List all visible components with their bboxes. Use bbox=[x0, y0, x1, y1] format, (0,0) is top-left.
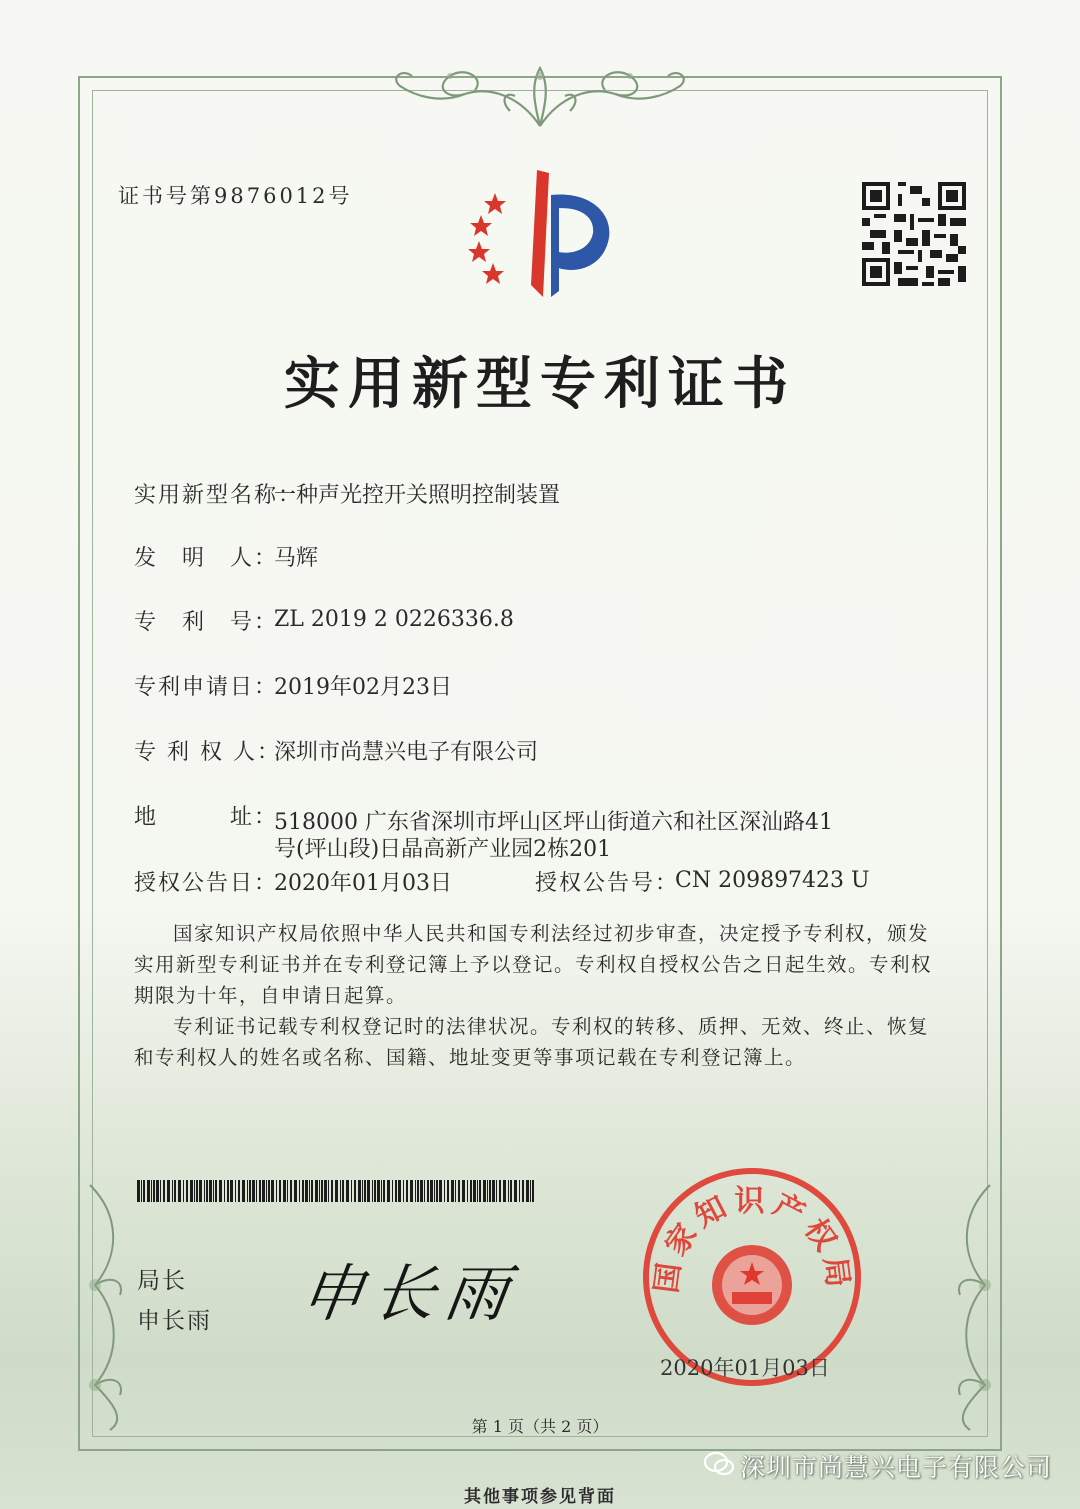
patentee-value: 深圳市尚慧兴电子有限公司 bbox=[274, 740, 539, 765]
patent-number-label: 专 利 号： bbox=[134, 610, 279, 635]
certificate-title: 实用新型专利证书 bbox=[284, 351, 796, 417]
patent-number-value: ZL 2019 2 0226336.8 bbox=[274, 607, 514, 632]
seal-text: 国家知识产权局 bbox=[649, 1183, 856, 1296]
name-label: 实用新型名称： bbox=[134, 483, 303, 508]
barcode bbox=[137, 1180, 535, 1202]
inventor-label: 发 明 人： bbox=[134, 546, 279, 571]
grant-number-label: 授权公告号： bbox=[535, 871, 680, 896]
filing-date-value: 2019年02月23日 bbox=[274, 675, 452, 700]
handwritten-signature: 申长雨 bbox=[296, 1257, 523, 1330]
grant-date-label: 授权公告日： bbox=[134, 871, 279, 896]
seal-date: 2020年01月03日 bbox=[660, 1356, 830, 1380]
cnipa-logo bbox=[455, 165, 630, 300]
certificate-number: 证书号第9876012号 bbox=[118, 184, 353, 208]
page-number: 第 1 页（共 2 页） bbox=[471, 1417, 609, 1436]
top-ornament bbox=[380, 56, 700, 131]
inventor-value: 马辉 bbox=[274, 546, 319, 571]
director-title: 局长 bbox=[137, 1268, 187, 1294]
bottom-right-ornament bbox=[940, 1175, 1000, 1435]
grant-date-value: 2020年01月03日 bbox=[274, 871, 452, 896]
watermark-text: 深圳市尚慧兴电子有限公司 bbox=[740, 1453, 1053, 1482]
body-paragraph-2: 专利证书记载专利权登记时的法律状况。专利权的转移、质押、无效、终止、恢复和专利权人的姓名或名称、国籍、地址变更等事项记载在专利登记簿上。 bbox=[134, 1015, 930, 1069]
patentee-label: 专 利 权 人： bbox=[134, 740, 281, 765]
back-note: 其他事项参见背面 bbox=[464, 1487, 616, 1507]
bottom-left-ornament bbox=[80, 1175, 140, 1435]
grant-number-value: CN 209897423 U bbox=[675, 868, 870, 893]
body-paragraph-1: 国家知识产权局依照中华人民共和国专利法经过初步审查，决定授予专利权，颁发实用新型专利证书并在专利登记簿上予以登记。专利权自授权公告之日起生效。专利权期限为十年，自申请日起算。 bbox=[134, 922, 933, 1007]
director-name: 申长雨 bbox=[137, 1308, 212, 1334]
address-line-1: 518000 广东省深圳市坪山区坪山街道六和社区深汕路41 bbox=[274, 810, 833, 835]
filing-date-label: 专利申请日： bbox=[134, 675, 279, 700]
name-value: 一种声光控开关照明控制装置 bbox=[274, 483, 561, 508]
qr-code bbox=[862, 182, 966, 286]
address-label: 地 址： bbox=[134, 805, 279, 830]
address-line-2: 号(坪山段)日晶高新产业园2栋201 bbox=[274, 837, 612, 862]
wechat-icon bbox=[703, 1450, 735, 1478]
